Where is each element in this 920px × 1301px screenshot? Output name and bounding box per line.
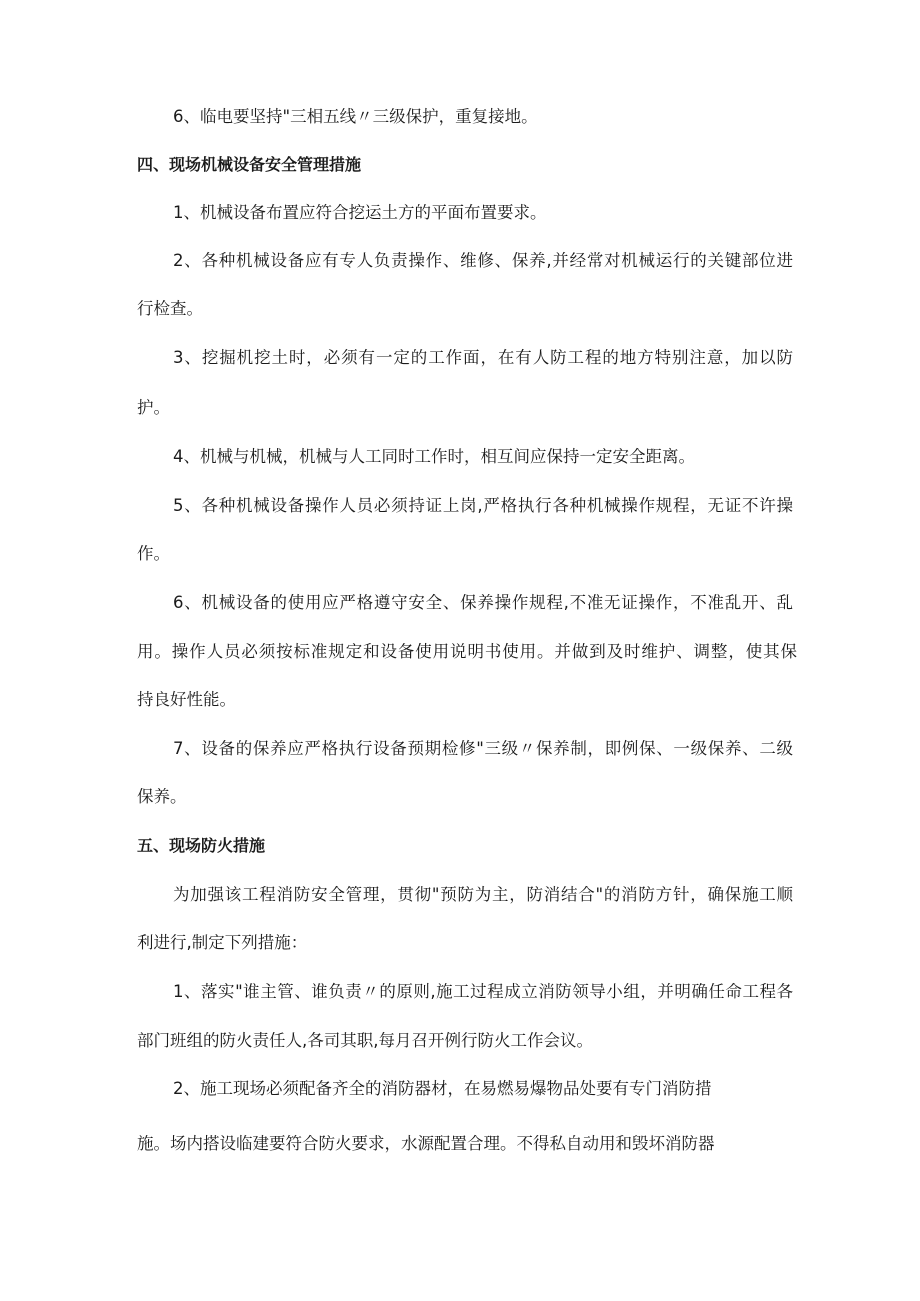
text-line: 6、临电要坚持"三相五线〃三级保护，重复接地。: [173, 107, 538, 126]
text-line: 4、机械与机械，机械与人工同时工作时，相互间应保持一定安全距离。: [173, 447, 695, 466]
text-line: 7、设备的保养应严格执行设备预期检修"三级〃保养制，即例保、一级保养、二级: [173, 739, 793, 758]
text-line: 3、挖掘机挖土时，必须有一定的工作面，在有人防工程的地方特别注意，加以防: [173, 348, 793, 367]
text-line: 5、各种机械设备操作人员必须持证上岗,严格执行各种机械操作规程，无证不许操: [173, 496, 793, 515]
text-line: 作。: [137, 544, 170, 563]
text-line: 保养。: [137, 787, 187, 806]
text-line: 2、各种机械设备应有专人负责操作、维修、保养,并经常对机械运行的关键部位进: [173, 251, 793, 270]
section-heading-machinery: 四、现场机械设备安全管理措施: [137, 155, 362, 174]
text-line: 为加强该工程消防安全管理，贯彻"预防为主，防消结合"的消防方针，确保施工顺: [173, 885, 793, 904]
text-line: 部门班组的防火责任人,各司其职,每月召开例行防火工作会议。: [137, 1031, 593, 1050]
text-line: 1、落实"谁主管、谁负责〃的原则,施工过程成立消防领导小组，并明确任命工程各: [173, 982, 793, 1001]
text-line: 利进行,制定下列措施：: [137, 933, 308, 952]
text-line: 1、机械设备布置应符合挖运土方的平面布置要求。: [173, 203, 547, 222]
text-line: 行检查。: [137, 299, 203, 318]
text-line: 施。场内搭设临建要符合防火要求，水源配置合理。不得私自动用和毁坏消防器: [137, 1134, 715, 1153]
section-heading-fire: 五、现场防火措施: [137, 836, 266, 855]
text-line: 用。操作人员必须按标准规定和设备使用说明书使用。并做到及时维护、调整，使其保: [137, 642, 797, 661]
text-line: 持良好性能。: [137, 690, 236, 709]
text-line: 6、机械设备的使用应严格遵守安全、保养操作规程,不准无证操作，不准乱开、乱: [173, 593, 793, 612]
text-line: 2、施工现场必须配备齐全的消防器材，在易燃易爆物品处要有专门消防措: [173, 1079, 712, 1098]
text-line: 护。: [137, 398, 170, 417]
